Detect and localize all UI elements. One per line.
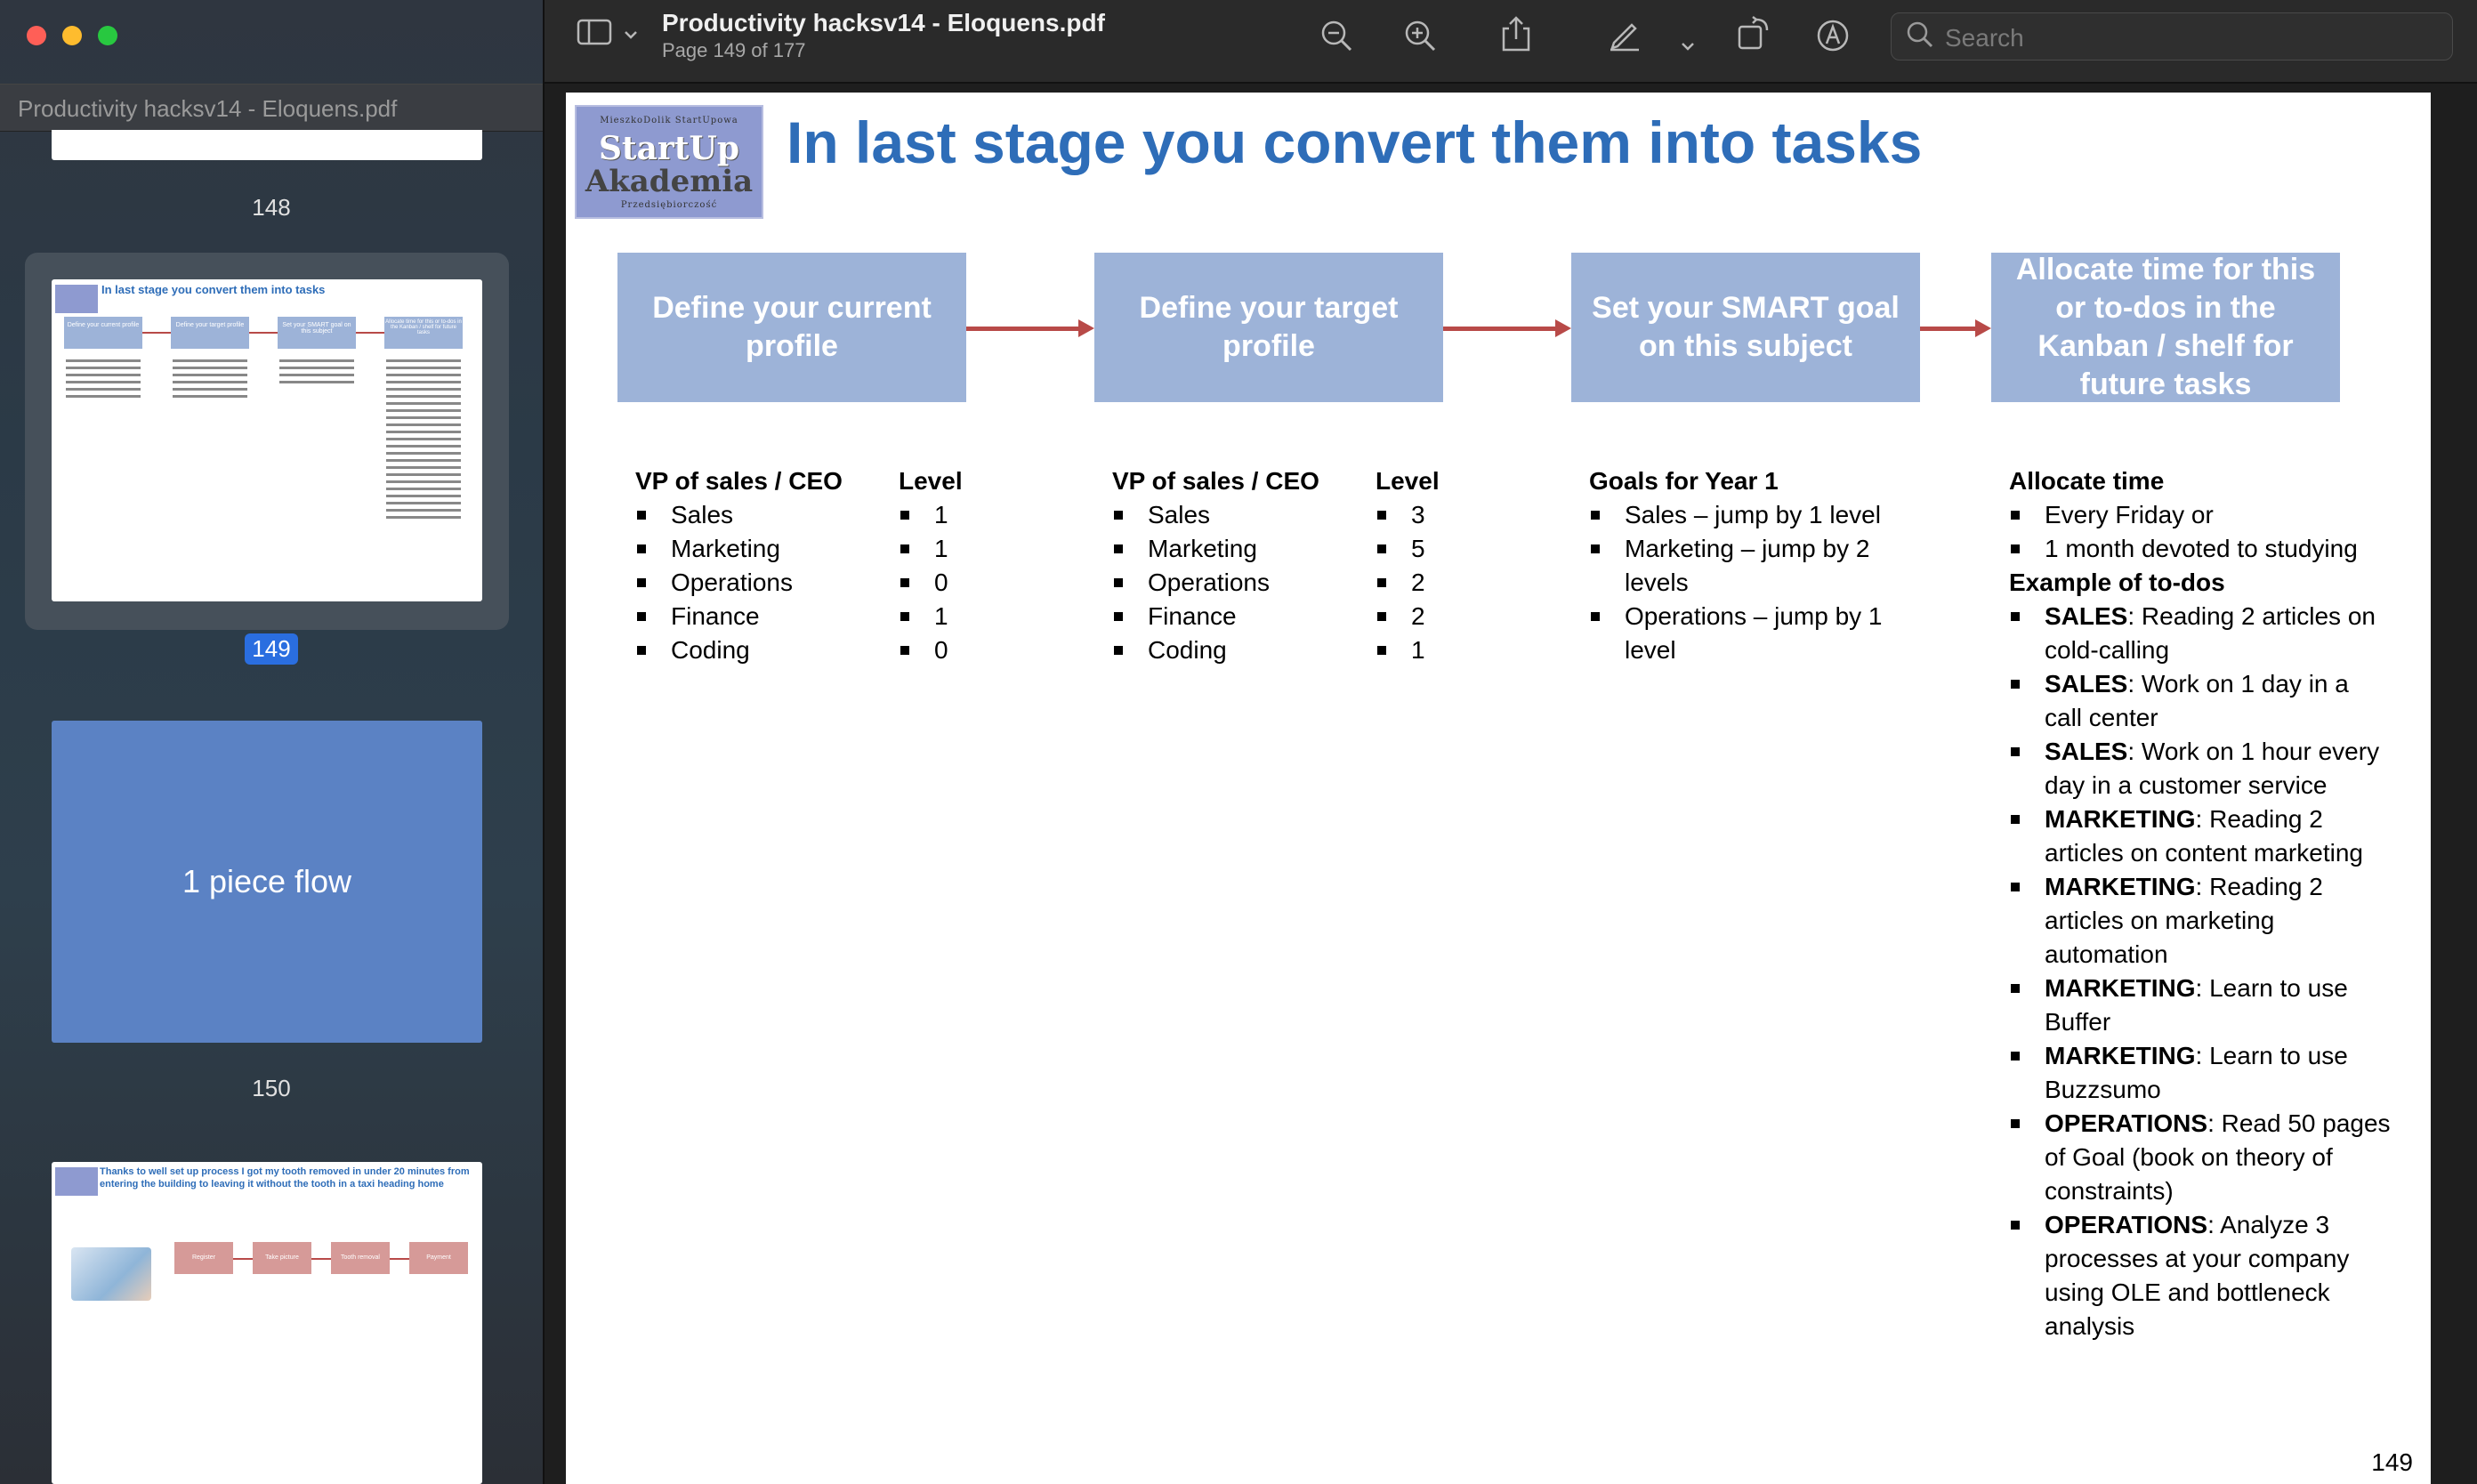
- list-item: Coding: [635, 633, 884, 667]
- current-level-list: [899, 464, 988, 667]
- list-item: 2: [1376, 566, 1464, 600]
- list-item: 5: [1376, 532, 1464, 566]
- target-profile-header: VP of sales / CEO: [1112, 467, 1319, 495]
- current-profile-header: VP of sales / CEO: [635, 467, 843, 495]
- todo-item: OPERATIONS: Analyze 3 processes at your company using OLE and bottleneck analysis: [2009, 1208, 2392, 1343]
- todo-item: MARKETING: Learn to use Buffer: [2009, 972, 2392, 1039]
- markup-button[interactable]: [1607, 16, 1642, 60]
- goals-header: Goals for Year 1: [1589, 467, 1779, 495]
- t151-step-3: Tooth removal: [331, 1242, 390, 1274]
- sidebar-icon: [577, 18, 612, 46]
- t151-arrow-2: [311, 1258, 331, 1260]
- flow-arrow-2: [1443, 327, 1557, 331]
- logo-bottom-text: Przedsiębiorczość: [620, 200, 718, 210]
- todo-item: SALES: Work on 1 hour every day in a customer service: [2009, 735, 2392, 802]
- thumbnail-page-151[interactable]: [52, 1162, 482, 1484]
- zoom-out-button[interactable]: [1319, 18, 1354, 61]
- todo-item: SALES: Reading 2 articles on cold-calling: [2009, 600, 2392, 667]
- share-icon: [1500, 14, 1532, 53]
- target-level-list: [1376, 464, 1464, 667]
- flow-arrow-3: [1920, 327, 1977, 331]
- thumbnail-page-149[interactable]: [52, 279, 482, 601]
- mini-arrow-1: [142, 332, 171, 334]
- pdf-page: [566, 93, 2431, 1484]
- thumbnail-150-text: 1 piece flow: [182, 863, 352, 899]
- search-icon: [1906, 20, 1934, 56]
- step-box-smart-goal: Set your SMART goal on this subject: [1571, 253, 1920, 402]
- chevron-down-icon: [623, 27, 639, 43]
- close-window-button[interactable]: [27, 26, 46, 45]
- list-item: Operations: [1112, 566, 1361, 600]
- page-indicator: Page 149 of 177: [662, 39, 806, 61]
- mini-text-col-3: [279, 359, 354, 388]
- thumbnail-page-148[interactable]: [52, 130, 482, 160]
- list-item: 1: [1376, 633, 1464, 667]
- list-item: 0: [899, 566, 988, 600]
- sidebar-title-text: Productivity hacksv14 - Eloquens.pdf: [18, 95, 398, 122]
- list-item: 0: [899, 633, 988, 667]
- list-item: Sales – jump by 1 level: [1589, 498, 1892, 532]
- search-field[interactable]: [1891, 12, 2453, 60]
- current-profile-list: [635, 464, 884, 667]
- t151-step-2: Take picture: [253, 1242, 311, 1274]
- list-item: Sales: [635, 498, 884, 532]
- startup-akademia-logo: [575, 105, 763, 219]
- mini-step-2: Define your target profile: [171, 317, 249, 349]
- share-button[interactable]: [1500, 14, 1532, 61]
- todo-item: SALES: Work on 1 day in a call center: [2009, 667, 2392, 735]
- thumbnail-label-148: 148: [252, 194, 291, 221]
- sidebar-options-chevron[interactable]: [623, 20, 639, 55]
- logo-top-text: MieszkoDolik StartUpowa: [600, 116, 738, 125]
- chevron-down-icon: [1680, 38, 1696, 54]
- mini-logo-151: [55, 1167, 98, 1196]
- zoom-out-icon: [1319, 18, 1354, 53]
- list-item: 1: [899, 498, 988, 532]
- t151-arrow-3: [390, 1258, 409, 1260]
- markup-pen-icon: [1607, 16, 1642, 52]
- list-item: 3: [1376, 498, 1464, 532]
- selected-page-badge: 149: [245, 633, 297, 665]
- todo-item: MARKETING: Reading 2 articles on content marketing: [2009, 802, 2392, 870]
- zoom-in-button[interactable]: [1402, 18, 1438, 61]
- list-item: 2: [1376, 600, 1464, 633]
- step-box-current-profile: Define your current profile: [617, 253, 966, 402]
- list-item: 1 month devoted to studying: [2009, 532, 2392, 566]
- list-item: Operations – jump by 1 level: [1589, 600, 1892, 667]
- sidebar-toggle-button[interactable]: [577, 18, 612, 54]
- zoom-in-icon: [1402, 18, 1438, 53]
- rotate-button[interactable]: [1735, 16, 1771, 60]
- annotate-button[interactable]: [1815, 18, 1851, 61]
- todo-item: MARKETING: Learn to use Buzzsumo: [2009, 1039, 2392, 1107]
- mini-logo: [55, 285, 98, 313]
- mini-step-3: Set your SMART goal on this subject: [278, 317, 356, 349]
- todo-header: Example of to-dos: [2009, 569, 2225, 596]
- rotate-icon: [1735, 16, 1771, 52]
- document-view: [545, 84, 2477, 1484]
- mini-step-4: Allocate time for this or to-dos in the Kanban / shelf for future tasks: [384, 317, 463, 349]
- sidebar-document-title: [0, 84, 543, 132]
- mini-title: In last stage you convert them into tasks: [101, 283, 326, 296]
- list-item: Marketing – jump by 2 levels: [1589, 532, 1892, 600]
- thumbnail-151-title: Thanks to well set up process I got my tooth removed in under 20 minutes from entering the building to leaving it without the tooth in a taxi heading home: [100, 1166, 470, 1190]
- t151-step-1: Register: [174, 1242, 233, 1274]
- list-item: Marketing: [635, 532, 884, 566]
- step-box-target-profile: Define your target profile: [1094, 253, 1443, 402]
- list-item: 1: [899, 600, 988, 633]
- todo-item: OPERATIONS: Read 50 pages of Goal (book on theory of constraints): [2009, 1107, 2392, 1208]
- list-item: Finance: [635, 600, 884, 633]
- list-item: Every Friday or: [2009, 498, 2392, 532]
- slide-page-number: 149: [2371, 1448, 2413, 1476]
- mini-text-col-4: [386, 359, 461, 523]
- logo-line2: Akademia: [585, 164, 754, 199]
- dentist-photo-image: [71, 1247, 151, 1301]
- mini-arrow-3: [356, 332, 384, 334]
- mini-arrow-2: [249, 332, 278, 334]
- goals-list: [1589, 464, 1892, 667]
- thumbnail-page-150[interactable]: [52, 721, 482, 1043]
- toolbar: [545, 0, 2477, 84]
- list-item: Finance: [1112, 600, 1361, 633]
- t151-arrow-1: [233, 1258, 253, 1260]
- target-profile-list: [1112, 464, 1361, 667]
- markup-options-chevron[interactable]: [1680, 27, 1696, 62]
- allocate-header: Allocate time: [2009, 467, 2165, 495]
- thumbnail-label-149: [0, 633, 543, 665]
- list-item: Operations: [635, 566, 884, 600]
- mini-text-col-1: [66, 359, 141, 402]
- t151-step-4: Payment: [409, 1242, 468, 1274]
- mini-text-col-2: [173, 359, 247, 402]
- list-item: 1: [899, 532, 988, 566]
- annotate-icon: [1815, 18, 1851, 53]
- logo-line1: StartUp: [598, 130, 740, 167]
- list-item: Marketing: [1112, 532, 1361, 566]
- maximize-window-button[interactable]: [98, 26, 117, 45]
- list-item: Coding: [1112, 633, 1361, 667]
- target-level-header: Level: [1376, 467, 1440, 495]
- mini-step-1: Define your current profile: [64, 317, 142, 349]
- flow-arrow-1: [966, 327, 1080, 331]
- current-level-header: Level: [899, 467, 963, 495]
- todo-item: MARKETING: Reading 2 articles on marketing automation: [2009, 870, 2392, 972]
- search-input[interactable]: [1943, 22, 2427, 54]
- thumbnail-label-150: 150: [252, 1075, 291, 1101]
- step-box-allocate-time: Allocate time for this or to-dos in the Kanban / shelf for future tasks: [1991, 253, 2340, 402]
- thumbnail-sidebar: [0, 0, 545, 1484]
- allocate-list: [2009, 464, 2392, 1343]
- document-title: Productivity hacksv14 - Eloquens.pdf: [662, 9, 1105, 36]
- list-item: Sales: [1112, 498, 1361, 532]
- minimize-window-button[interactable]: [62, 26, 82, 45]
- slide-title: In last stage you convert them into tasks: [787, 109, 1923, 175]
